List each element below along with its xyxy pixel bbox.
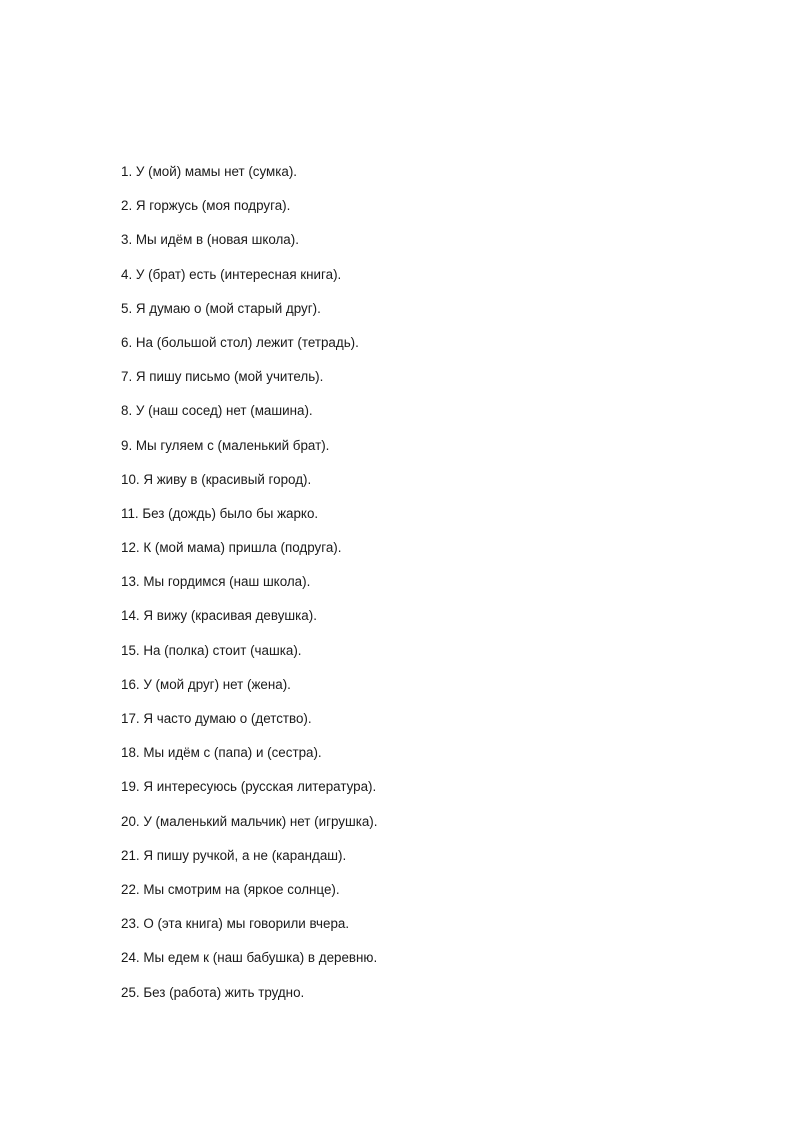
exercise-item-16: 16. У (мой друг) нет (жена). [121, 676, 291, 692]
exercise-item-15: 15. На (полка) стоит (чашка). [121, 642, 302, 658]
exercise-item-6: 6. На (большой стол) лежит (тетрадь). [121, 334, 359, 350]
exercise-item-22: 22. Мы смотрим на (яркое солнце). [121, 881, 340, 897]
exercise-item-4: 4. У (брат) есть (интересная книга). [121, 266, 342, 282]
exercise-item-19: 19. Я интересуюсь (русская литература). [121, 779, 377, 795]
exercise-item-25: 25. Без (работа) жить трудно. [121, 984, 305, 1000]
exercise-item-8: 8. У (наш сосед) нет (машина). [121, 403, 313, 419]
exercise-item-18: 18. Мы идём с (папа) и (сестра). [121, 745, 322, 761]
exercise-item-9: 9. Мы гуляем с (маленький брат). [121, 437, 330, 453]
exercise-item-2: 2. Я горжусь (моя подруга). [121, 198, 291, 214]
exercise-item-7: 7. Я пишу письмо (мой учитель). [121, 369, 324, 385]
exercise-item-12: 12. К (мой мама) пришла (подруга). [121, 540, 342, 556]
exercise-item-11: 11. Без (дождь) было бы жарко. [121, 505, 319, 521]
exercise-item-13: 13. Мы гордимся (наш школа). [121, 574, 311, 590]
exercise-item-14: 14. Я вижу (красивая девушка). [121, 608, 317, 624]
exercise-item-23: 23. О (эта книга) мы говорили вчера. [121, 916, 350, 932]
exercise-item-17: 17. Я часто думаю о (детство). [121, 711, 312, 726]
exercise-item-5: 5. Я думаю о (мой старый друг). [121, 300, 321, 316]
exercise-item-24: 24. Мы едем к (наш бабушка) в деревню. [121, 950, 378, 966]
exercise-item-21: 21. Я пишу ручкой, а не (карандаш). [121, 847, 347, 863]
exercise-item-20: 20. У (маленький мальчик) нет (игрушка). [121, 813, 378, 829]
exercise-item-3: 3. Мы идём в (новая школа). [121, 232, 299, 248]
exercise-item-1: 1. У (мой) мамы нет (сумка). [121, 164, 298, 179]
exercise-item-10: 10. Я живу в (красивый город). [121, 471, 312, 487]
exercise-list [121, 162, 741, 1017]
